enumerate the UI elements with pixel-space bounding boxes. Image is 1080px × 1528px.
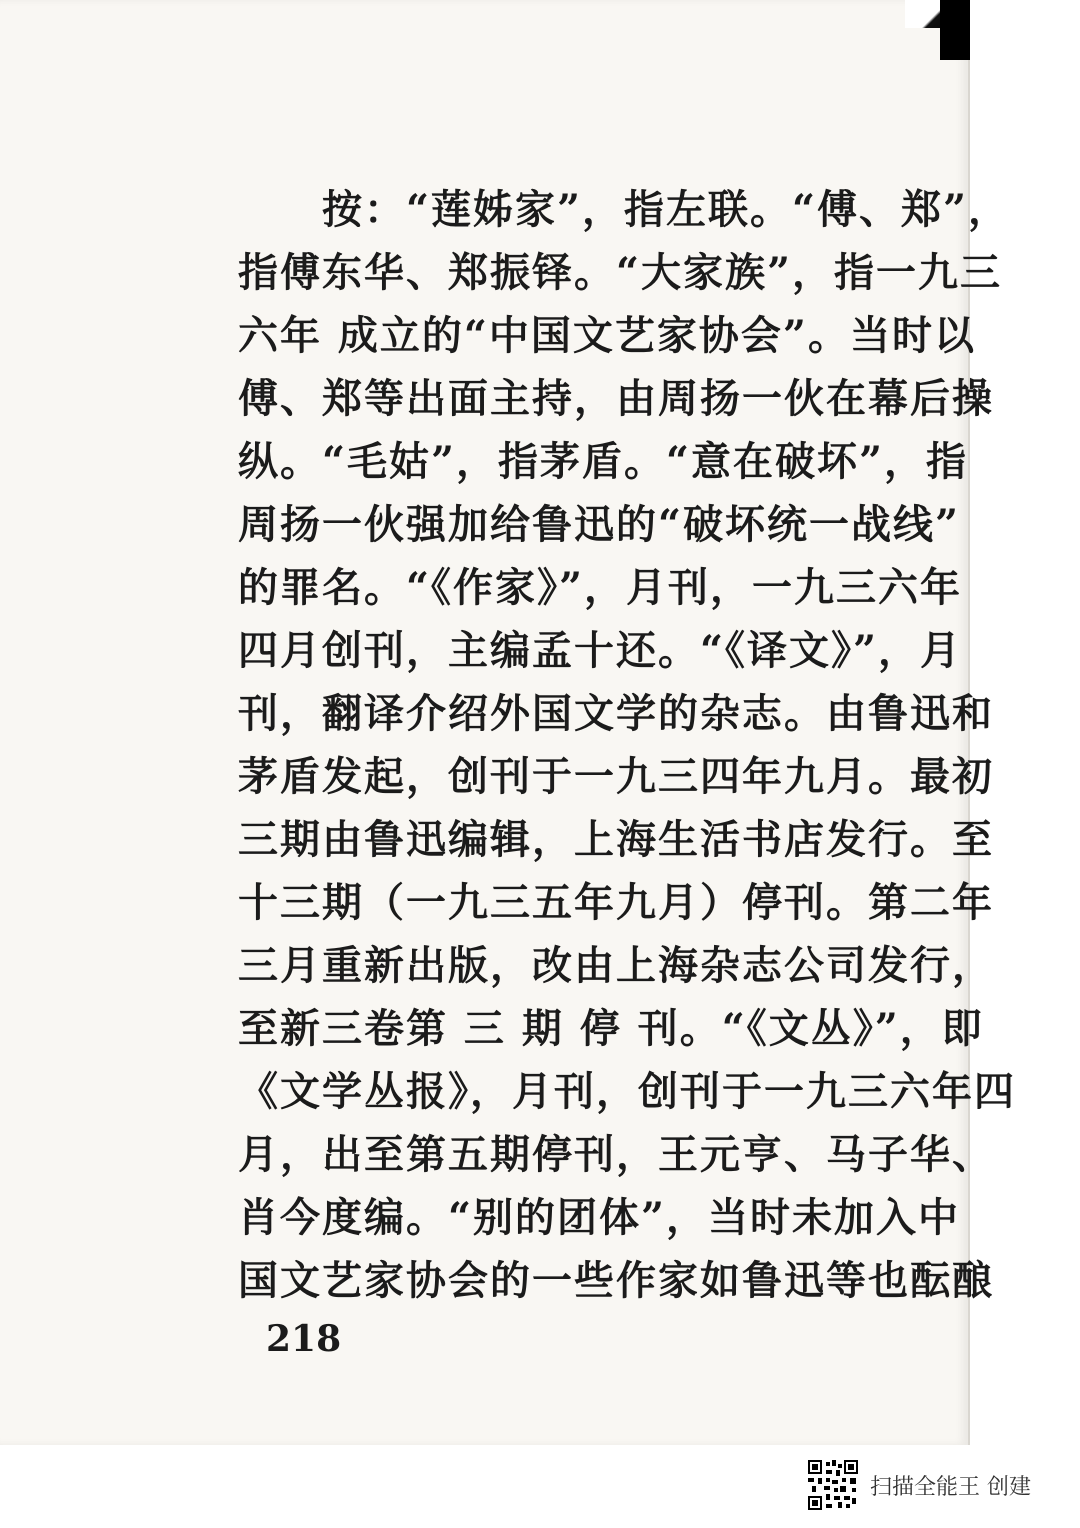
text-line: 四月创刊，主编孟十还。“《译文》”，月 [238,627,963,674]
text-line: 三月重新出版，改由上海杂志公司发行， [238,942,994,989]
text-line: 傅、郑等出面主持，由周扬一伙在幕后操 [238,375,994,422]
text-line: 指傅东华、郑振铎。“大家族”，指一九三 [238,249,1003,296]
text-line: 茅盾发起，创刊于一九三四年九月。最初 [238,753,994,800]
text-line: 按：“莲姊家”，指左联。“傅、郑”， [322,186,1011,233]
text-line: 周扬一伙强加给鲁迅的“破坏统一战线” [238,501,961,548]
text-line: 三期由鲁迅编辑，上海生活书店发行。至 [238,816,994,863]
text-line: 《文学丛报》，月刊，创刊于一九三六年四 [238,1068,1016,1115]
scanner-watermark [808,1460,1031,1510]
text-line: 刊，翻译介绍外国文学的杂志。由鲁迅和 [238,690,994,737]
text-line: 的罪名。“《作家》”，月刊，一九三六年 [238,564,963,611]
text-line: 月，出至第五期停刊，王元亨、马子华、 [238,1131,994,1178]
scan-edge-shadow [940,0,970,60]
text-line: 至新三卷第 三 期 停 刊。“《文丛》”，即 [238,1005,984,1052]
text-line: 十三期（一九三五年九月）停刊。第二年 [238,879,994,926]
qr-code-icon [808,1460,858,1510]
text-line: 纵。“毛姑”，指茅盾。“意在破坏”，指 [238,438,969,485]
watermark-text: 扫描全能王 创建 [870,1474,1031,1500]
annotation-text [238,178,1016,1312]
text-line: 六年 成立的“中国文艺家协会”。当时以 [238,312,976,359]
page-number: 218 [266,1318,342,1360]
text-line: 肖今度编。“别的团体”，当时未加入中 [238,1194,961,1241]
text-line: 国文艺家协会的一些作家如鲁迅等也酝酿 [238,1257,994,1304]
